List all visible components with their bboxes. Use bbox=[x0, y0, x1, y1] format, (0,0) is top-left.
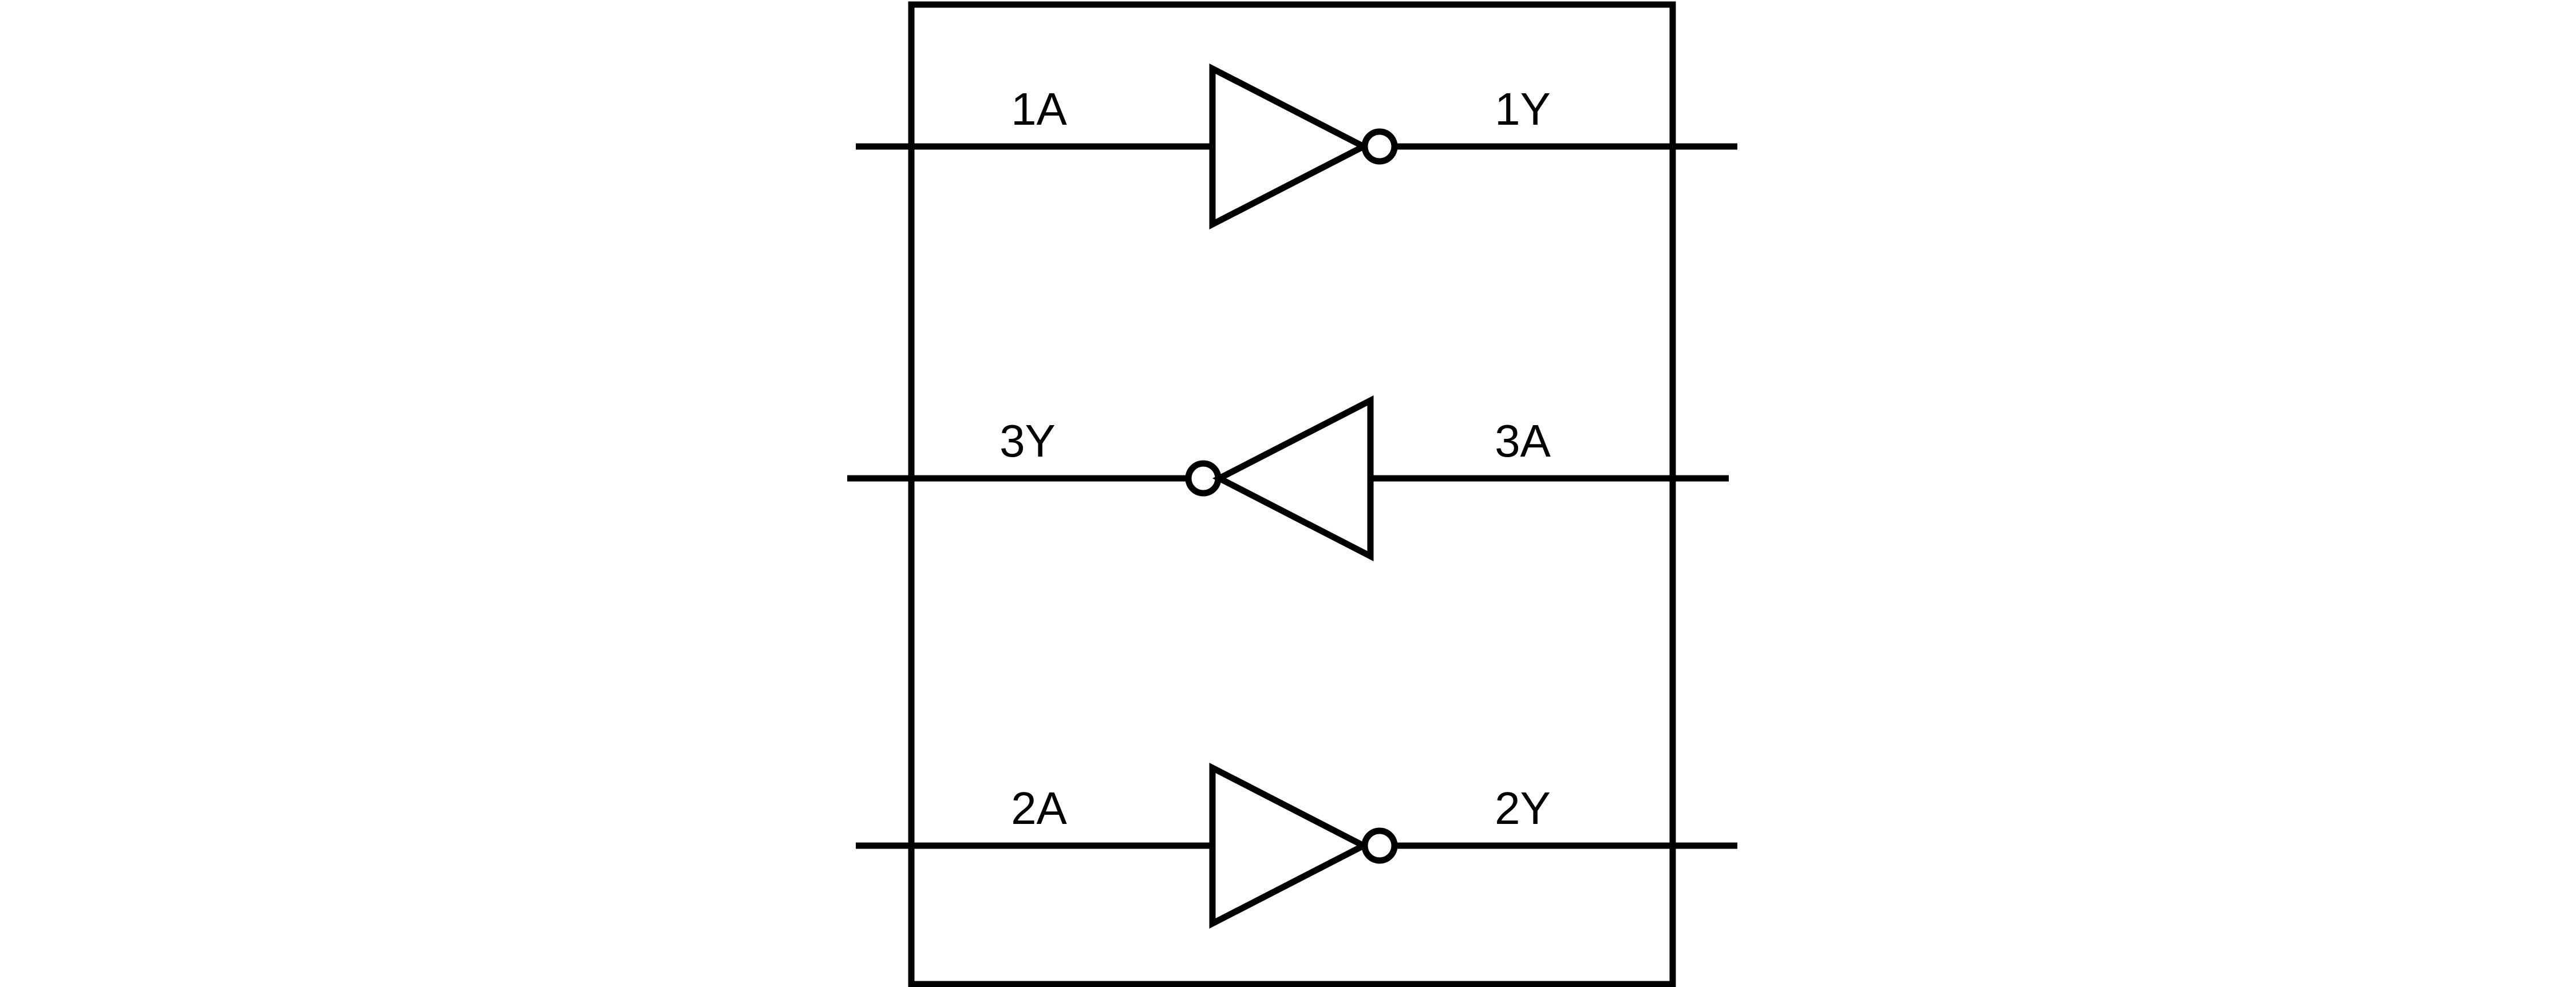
gate-1-output-label: 1Y bbox=[1495, 84, 1551, 134]
gate-3-inverter-triangle bbox=[1219, 401, 1370, 556]
gate-1-group bbox=[856, 69, 1737, 224]
gate-1-inversion-bubble bbox=[1365, 132, 1394, 161]
gate-2-output-label: 2Y bbox=[1495, 783, 1551, 834]
gate-1-inverter-triangle bbox=[1212, 69, 1364, 224]
gate-2-group bbox=[856, 768, 1737, 923]
gate-3-output-label: 3Y bbox=[999, 415, 1056, 466]
gate-2-inverter-triangle bbox=[1212, 768, 1364, 923]
gate-1-input-label: 1A bbox=[1011, 84, 1067, 134]
gate-3-group bbox=[847, 401, 1729, 556]
gate-2-inversion-bubble bbox=[1365, 831, 1394, 861]
gate-3-input-label: 3A bbox=[1495, 415, 1551, 466]
gate-2-input-label: 2A bbox=[1011, 783, 1067, 834]
